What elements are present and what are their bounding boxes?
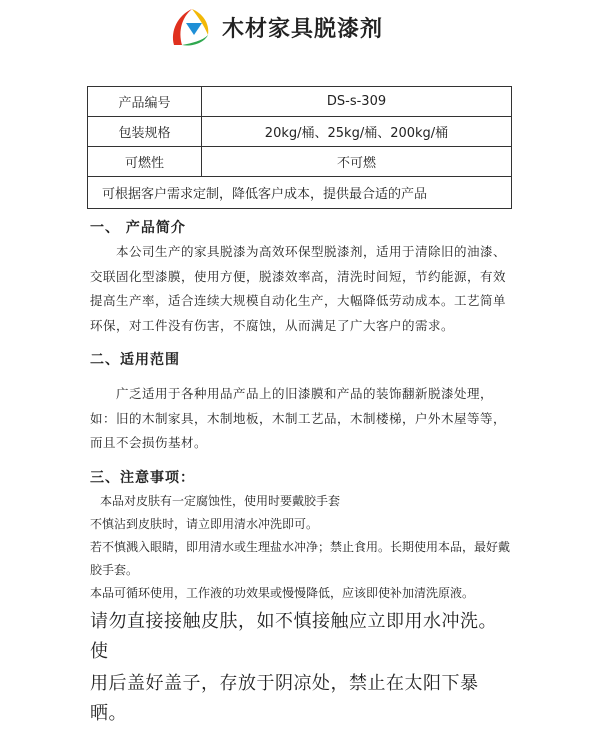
- table-row: [88, 147, 512, 177]
- spec-label: 产品编号: [88, 87, 202, 117]
- spec-label: 可燃性: [88, 147, 202, 177]
- text-line: 广乏适用于各种用品产品上的旧漆膜和产品的装饰翻新脱漆处理，如：旧: [90, 386, 494, 426]
- spec-label: 包装规格: [88, 117, 202, 147]
- table-row: [88, 177, 512, 209]
- spec-value: DS-s-309: [202, 87, 512, 117]
- text-line: 害，不腐蚀，从而满足了广大客户的需求。: [207, 317, 455, 333]
- note-line: 本品对皮肤有一定腐蚀性，使用时要戴胶手套: [100, 493, 341, 508]
- table-row: [88, 87, 512, 117]
- brand-logo-icon: [168, 5, 216, 49]
- text-line: 的木制家具，木制地板，木制工艺品，木制楼梯，户外木屋等等，而且不会损伤: [90, 410, 507, 450]
- page-header: [168, 4, 383, 50]
- spec-value: 20kg/桶、25kg/桶、200kg/桶: [202, 117, 512, 147]
- text-line: 化型漆膜，使用方便，脱漆效率高，清洗时间短，节约能源，有效提高生产率，: [90, 268, 507, 308]
- table-row: [88, 117, 512, 147]
- spec-value: 不可燃: [202, 147, 512, 177]
- text-line: 适合连续大规模自动化生产，大幅降低劳动成本。工艺简单环保，对工件没有伤: [90, 293, 507, 333]
- warning-line: 请勿直接接触皮肤，如不慎接触应立即用水冲洗。使: [90, 610, 497, 662]
- section-heading-notes: 三、注意事项：: [90, 469, 195, 486]
- page-title: 木材家具脱漆剂: [222, 15, 384, 42]
- main-content: [90, 216, 515, 729]
- text-line: 本公司生产的家具脱漆为高效环保型脱漆剂，适用于清除旧的油漆、交联固: [90, 244, 507, 284]
- text-line: 基材。: [168, 435, 208, 450]
- warning-line: 用后盖好盖子，存放于阴凉处，禁止在太阳下暴晒。: [90, 672, 479, 724]
- intro-paragraph: [90, 240, 515, 338]
- note-line: 不慎沾到皮肤时，请立即用清水冲洗即可。: [90, 516, 319, 531]
- note-line: 若不慎溅入眼睛，即用清水或生理盐水冲净；禁止食用。长期使用本品，最好戴: [90, 539, 511, 554]
- section-heading-scope: 二、适用范围: [90, 352, 180, 368]
- section-heading-intro: 一、 产品简介: [90, 220, 186, 236]
- note-line: 胶手套。: [90, 562, 139, 577]
- spec-note: 可根据客户需求定制，降低客户成本，提供最合适的产品: [88, 177, 512, 209]
- spec-table: [87, 86, 512, 209]
- scope-paragraph: [90, 382, 515, 456]
- note-line: 本品可循环使用，工作液的功效果或慢慢降低，应该即使补加清洗原液。: [90, 585, 475, 600]
